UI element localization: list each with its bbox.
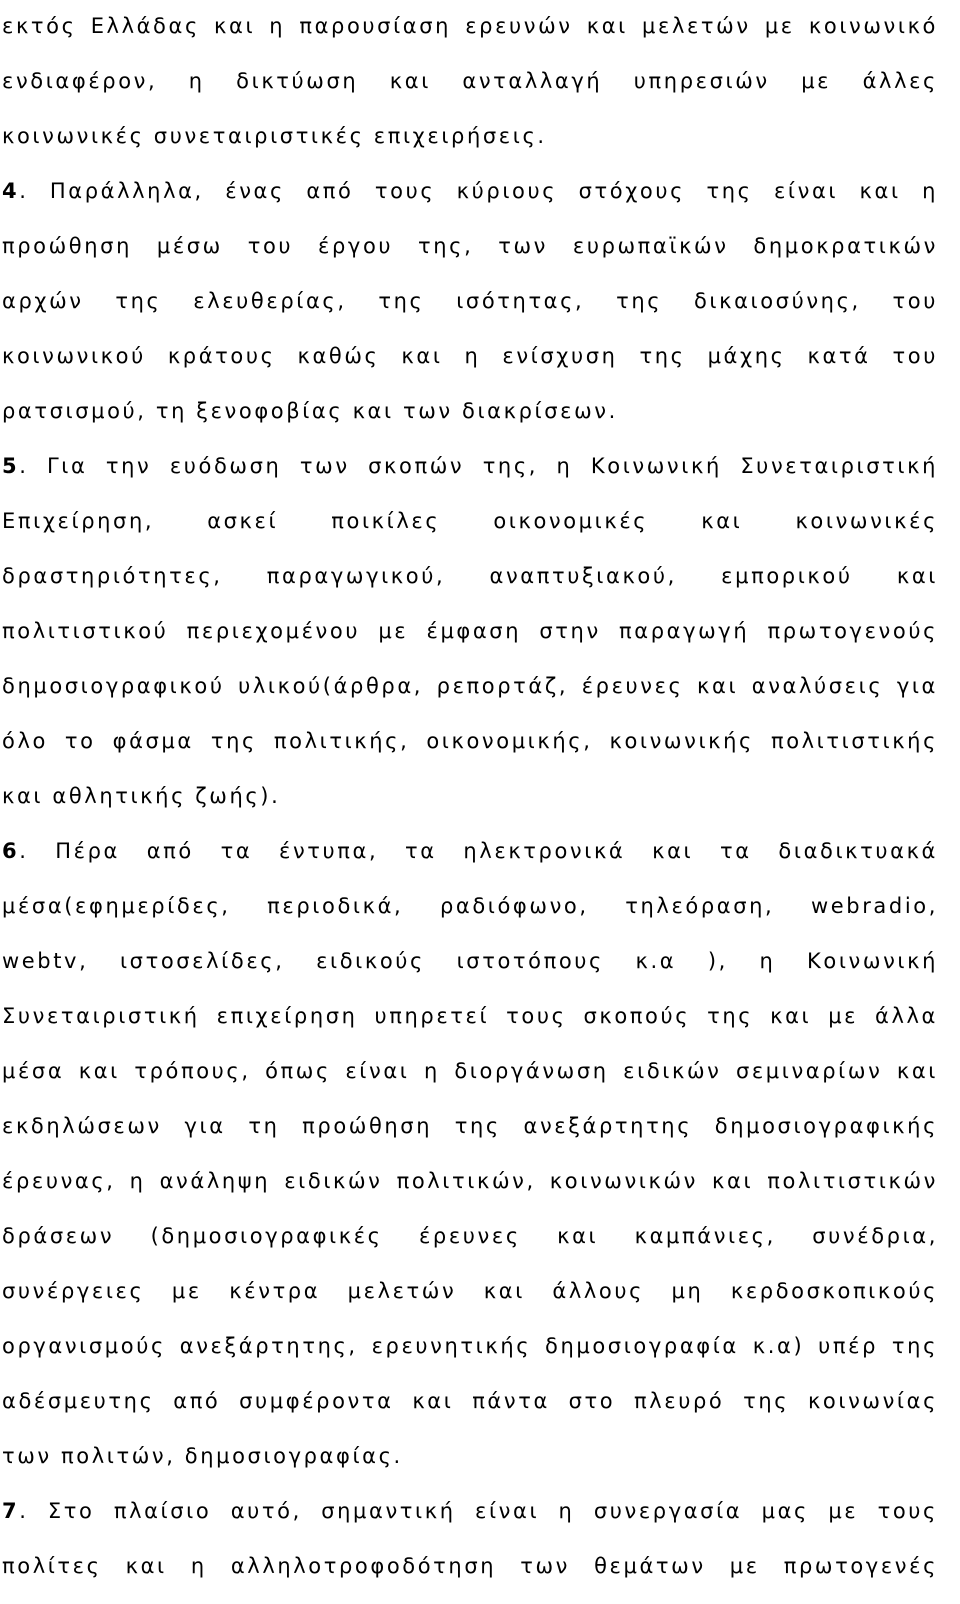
text-line: Συνεταιριστική επιχείρηση υπηρετεί τους σκοπούς της και με άλλα: [2, 1004, 938, 1028]
text-line: δραστηριότητες, παραγωγικού, αναπτυξιακού, εμπορικού και: [2, 564, 938, 588]
item-number: 4: [2, 179, 20, 203]
text-line: συνέργειες με κέντρα μελετών και άλλους μη κερδοσκοπικούς: [2, 1279, 938, 1303]
numbered-paragraph-start: 6. Πέρα από τα έντυπα, τα ηλεκτρονικά και τα διαδικτυακά: [2, 839, 938, 863]
text-line: και αθλητικής ζωής).: [2, 784, 281, 808]
text-line: δημοσιογραφικού υλικού(άρθρα, ρεπορτάζ, έρευνες και αναλύσεις για: [2, 674, 938, 698]
text-line: μέσα και τρόπους, όπως είναι η διοργάνωση ειδικών σεμιναρίων και: [2, 1059, 938, 1083]
item-number: 6: [2, 839, 20, 863]
text-line: αδέσμευτης από συμφέροντα και πάντα στο πλευρό της κοινωνίας: [2, 1389, 938, 1413]
text-line: οργανισμούς ανεξάρτητης, ερευνητικής δημοσιογραφία κ.α) υπέρ της: [2, 1334, 938, 1358]
text-line: Επιχείρηση, ασκεί ποικίλες οικονομικές και κοινωνικές: [2, 509, 938, 533]
text-line: εκτός Ελλάδας και η παρουσίαση ερευνών και μελετών με κοινωνικό: [2, 14, 938, 38]
text-line: πολιτιστικού περιεχομένου με έμφαση στην παραγωγή πρωτογενούς: [2, 619, 938, 643]
numbered-paragraph-start: 5. Για την ευόδωση των σκοπών της, η Κοινωνική Συνεταιριστική: [2, 454, 938, 478]
text-line: αρχών της ελευθερίας, της ισότητας, της δικαιοσύνης, του: [2, 289, 938, 313]
text-line: των πολιτών, δημοσιογραφίας.: [2, 1444, 403, 1468]
text-line: πολίτες και η αλληλοτροφοδότηση των θεμάτων με πρωτογενές: [2, 1554, 938, 1578]
text-line: έρευνας, η ανάληψη ειδικών πολιτικών, κοινωνικών και πολιτιστικών: [2, 1169, 938, 1193]
item-number: 7: [2, 1499, 20, 1523]
numbered-paragraph-start: 7. Στο πλαίσιο αυτό, σημαντική είναι η συνεργασία μας με τους: [2, 1499, 938, 1523]
text-line: κοινωνικού κράτους καθώς και η ενίσχυση της μάχης κατά του: [2, 344, 938, 368]
text-line: κοινωνικές συνεταιριστικές επιχειρήσεις.: [2, 124, 547, 148]
numbered-paragraph-start: 4. Παράλληλα, ένας από τους κύριους στόχους της είναι και η: [2, 179, 938, 203]
text-line: όλο το φάσμα της πολιτικής, οικονομικής, κοινωνικής πολιτιστικής: [2, 729, 938, 753]
item-number: 5: [2, 454, 20, 478]
text-line: προώθηση μέσω του έργου της, των ευρωπαϊκών δημοκρατικών: [2, 234, 938, 258]
text-line: webtv, ιστοσελίδες, ειδικούς ιστοτόπους κ.α ), η Κοινωνική: [2, 949, 938, 973]
text-line: ενδιαφέρον, η δικτύωση και ανταλλαγή υπηρεσιών με άλλες: [2, 69, 938, 93]
text-line: ρατσισμού, τη ξενοφοβίας και των διακρίσεων.: [2, 399, 618, 423]
text-line: εκδηλώσεων για τη προώθηση της ανεξάρτητης δημοσιογραφικής: [2, 1114, 938, 1138]
text-line: μέσα(εφημερίδες, περιοδικά, ραδιόφωνο, τηλεόραση, webradio,: [2, 894, 938, 918]
text-line: δράσεων (δημοσιογραφικές έρευνες και καμπάνιες, συνέδρια,: [2, 1224, 938, 1248]
